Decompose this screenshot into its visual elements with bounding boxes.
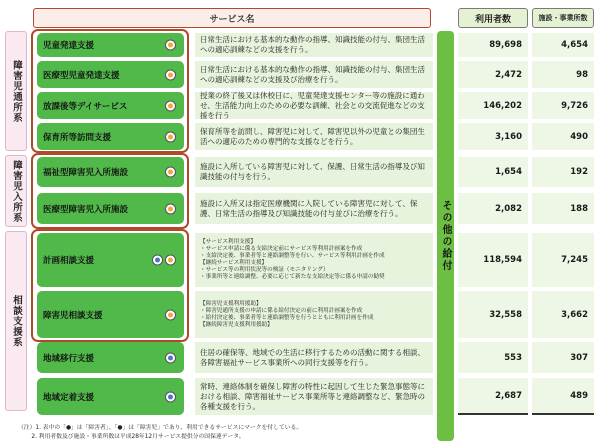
- service-name-row: [37, 92, 184, 119]
- facilities-count: 188: [532, 193, 594, 224]
- service-description: 施設に入所している障害児に対して、保護、日常生活の指導及び知識技能の付与を行う。: [195, 157, 433, 187]
- child-mark-icon: [165, 255, 176, 266]
- child-mark-icon: [165, 69, 176, 80]
- service-name-row: [37, 342, 184, 373]
- child-mark-icon: [165, 40, 176, 51]
- service-description: 常時、連絡体制を確保し障害の特性に起因して生じた緊急事態等における相談、障害福祉サービス事業所等と連絡調整など、緊急時の各種支援を行う。: [195, 378, 433, 415]
- child-mark-icon: [165, 131, 176, 142]
- child-mark-icon: [165, 167, 176, 178]
- service-description: 授業の終了後又は休校日に、児童発達支援センター等の施設に通わせ、生活能力向上のための必要な訓練、社会との交流促進などの支援を行う: [195, 92, 433, 119]
- category-label-child-day: 障害児通所系: [5, 31, 27, 151]
- users-count: 553: [458, 342, 528, 373]
- facilities-count: 9,726: [532, 92, 594, 119]
- facilities-count: 98: [532, 61, 594, 88]
- other-benefits-label: その他の給付: [437, 31, 454, 441]
- service-description: [195, 291, 433, 338]
- category-label-consultation: 相談支援系: [5, 231, 27, 411]
- footnote-2: 2. 利用者数及び施設・事業所数は平成28年12月サービス提供分の国保連データ。: [18, 434, 245, 440]
- users-count: 3,160: [458, 123, 528, 150]
- facilities-count: 3,662: [532, 291, 594, 338]
- users-count: 32,558: [458, 291, 528, 338]
- service-name-label: 障害児相談支援: [43, 310, 103, 321]
- users-count: 118,594: [458, 233, 528, 287]
- service-description: 住居の確保等、地域での生活に移行するための活動に関する相談、各障害福祉サービス事業所への同行支援等を行う。: [195, 342, 433, 373]
- facilities-count: 307: [532, 342, 594, 373]
- adult-mark-icon: [165, 352, 176, 363]
- service-description-line: ・給付決定後、事業者等と連絡調整等を行うとともに利用計画を作成: [200, 314, 374, 321]
- service-name-row: [37, 33, 184, 57]
- service-description: 日常生活における基本的な動作の指導、知識技能の付与、集団生活への適応訓練などの支援を行う。: [195, 33, 433, 57]
- service-name-label: 医療型障害児入所施設: [43, 204, 129, 215]
- service-name-row: [37, 123, 184, 150]
- child-mark-icon: [165, 203, 176, 214]
- service-name-label: 計画相談支援: [43, 256, 95, 266]
- facilities-header: 施設・事業所数: [532, 8, 594, 28]
- category-label-child-residential: 障害児入所系: [5, 155, 27, 227]
- service-name-label: 地域移行支援: [43, 353, 95, 364]
- service-name-label: 福祉型障害児入所施設: [43, 168, 129, 178]
- adult-mark-icon: [165, 391, 176, 402]
- service-description-line: 【障害児支援利用援助】: [200, 300, 262, 307]
- service-name-row: [37, 61, 184, 88]
- child-mark-icon: [165, 100, 176, 111]
- facilities-count: 489: [532, 378, 594, 415]
- footnotes: [18, 424, 438, 442]
- users-header: 利用者数: [458, 8, 528, 28]
- facilities-count: 192: [532, 157, 594, 187]
- service-name-row: [37, 233, 184, 287]
- users-count: 1,654: [458, 157, 528, 187]
- service-description-line: ・サービス申請に係る支給決定前にサービス等利用計画案を作成: [200, 246, 363, 252]
- service-description-line: ・サービス等の利用状況等の検証（モニタリング）: [200, 267, 329, 273]
- service-description-line: 【継続障害児支援利用援助】: [200, 321, 273, 328]
- users-count: 2,082: [458, 193, 528, 224]
- child-mark-icon: [165, 309, 176, 320]
- facilities-count: 4,654: [532, 33, 594, 57]
- service-description: 施設に入所又は指定医療機関に入院している障害児に対して、保護、日常生活の指導及び知識技能の付与並びに治療を行う。: [195, 193, 433, 224]
- service-description-line: ・障害児通所支援の申請に係る給付決定の前に利用計画案を作成: [200, 307, 363, 314]
- service-description: [195, 233, 433, 287]
- service-name-row: [37, 193, 184, 224]
- service-name-label: 児童発達支援: [43, 41, 95, 51]
- service-name-label: 保育所等訪問支援: [43, 132, 112, 143]
- service-name-row: [37, 291, 184, 338]
- users-count: 146,202: [458, 92, 528, 119]
- service-description: 日常生活における基本的な動作の指導、知識技能の付与、集団生活への適応訓練などの支援及び治療を行う。: [195, 61, 433, 88]
- facilities-count: 490: [532, 123, 594, 150]
- facilities-count: 7,245: [532, 233, 594, 287]
- service-name-row: [37, 378, 184, 415]
- service-name-header: サービス名: [33, 8, 431, 28]
- service-name-label: 地域定着支援: [43, 392, 95, 403]
- users-count: 2,687: [458, 378, 528, 415]
- service-name-label: 医療型児童発達支援: [43, 70, 120, 81]
- service-name-label: 放課後等デイサービス: [43, 101, 128, 112]
- service-description-line: 【継続サービス利用支援】: [200, 260, 268, 266]
- service-description-line: 【サービス利用支援】: [200, 239, 256, 245]
- users-count: 2,472: [458, 61, 528, 88]
- service-name-row: [37, 157, 184, 187]
- adult-mark-icon: [152, 255, 163, 266]
- footnote-1: （注）1. 表中の「●」は「障害者」、「●」は「障害児」であり、利用できるサービスにマークを付している。: [18, 425, 303, 431]
- service-description: 保育所等を訪問し、障害児に対して、障害児以外の児童との集団生活への適応のための専門的な支援などを行う。: [195, 123, 433, 150]
- service-description-line: ・支給決定後、事業者等と連絡調整等を行い、サービス等利用計画を作成: [200, 253, 385, 259]
- service-description-line: ・事業所等と連絡調整、必要に応じて新たな支給決定等に係る申請の勧奨: [200, 274, 385, 280]
- users-count: 89,698: [458, 33, 528, 57]
